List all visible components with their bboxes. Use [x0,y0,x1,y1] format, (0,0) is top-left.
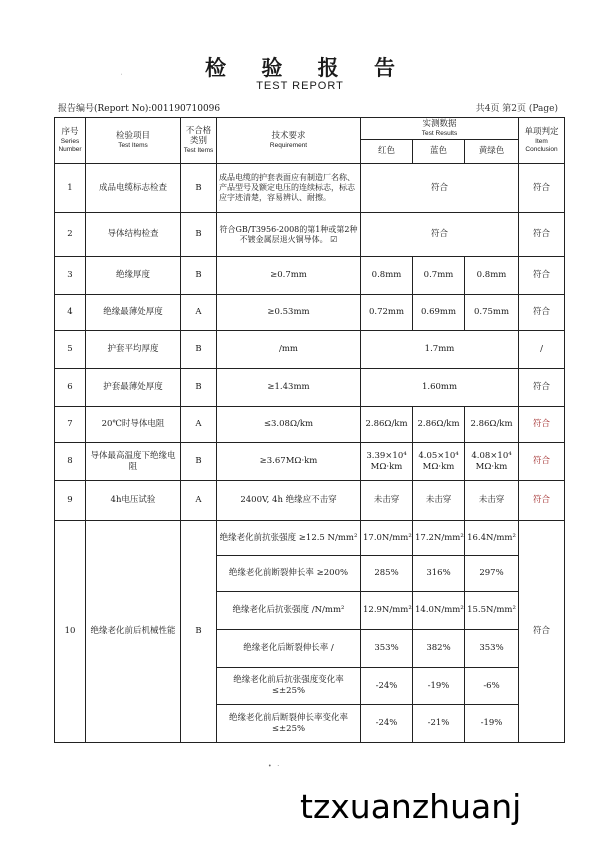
result-red: 353% [361,630,413,668]
category: A [181,407,217,443]
row-number: 3 [55,257,86,295]
table-row [55,407,565,443]
requirement: 成品电缆的护套表面应有制造厂名称、产品型号及额定电压的连续标志，标志应字迹清楚，容易辨认、耐擦。 [217,164,361,213]
row-number: 5 [55,331,86,369]
table-row [55,295,565,331]
scan-mark: • · [268,763,280,770]
result: 符合 [361,213,519,257]
report-number: 报告编号(Report No):001190710096 [58,104,221,114]
table-row [55,257,565,295]
table-row [55,213,565,257]
result: 符合 [361,164,519,213]
result-yellowgreen: 0.75mm [465,295,519,331]
category: B [181,213,217,257]
result-yellowgreen: 297% [465,556,519,592]
result-red: -24% [361,705,413,743]
requirement: 绝缘老化后断裂伸长率 / [217,630,361,668]
category: B [181,369,217,407]
col-yellowgreen-header: 黄绿色 [465,140,519,164]
result-blue: 316% [413,556,465,592]
test-results-table [54,117,565,743]
category: B [181,164,217,213]
result-blue: 0.7mm [413,257,465,295]
row-number: 8 [55,443,86,481]
result-blue: 4.05×10⁴ MΩ·km [413,443,465,481]
result: 1.60mm [361,369,519,407]
col-results-header: 实测数据 Test Results [361,118,519,140]
result: 1.7mm [361,331,519,369]
col-conclusion-header: 单项判定 Item Conclusion [519,118,565,164]
category: B [181,331,217,369]
conclusion: / [519,331,565,369]
category: A [181,481,217,521]
row-number: 7 [55,407,86,443]
requirement: ≥1.43mm [217,369,361,407]
row-number: 4 [55,295,86,331]
result-yellowgreen: -6% [465,668,519,705]
conclusion: 符合 [519,481,565,521]
requirement: 符合GB/T3956-2008的第1种或第2种 不镀金属层退火铜导体。 ☑ [217,213,361,257]
result-red: 285% [361,556,413,592]
header-row [55,118,565,140]
table-row [55,369,565,407]
result-red: 0.8mm [361,257,413,295]
table-row [55,443,565,481]
result-red: 3.39×10⁴ MΩ·km [361,443,413,481]
table-row [55,481,565,521]
test-item: 绝缘最薄处厚度 [86,295,181,331]
row-number: 2 [55,213,86,257]
test-item: 导体最高温度下绝缘电阻 [86,443,181,481]
result-red: 17.0N/mm² [361,521,413,556]
conclusion: 符合 [519,213,565,257]
requirement: ≥3.67MΩ·km [217,443,361,481]
row-number: 9 [55,481,86,521]
result-yellowgreen: 4.08×10⁴ MΩ·km [465,443,519,481]
result-yellowgreen: 未击穿 [465,481,519,521]
conclusion: 符合 [519,443,565,481]
result-yellowgreen: -19% [465,705,519,743]
requirement: 绝缘老化前后断裂伸长率变化率 ≤±25% [217,705,361,743]
test-item: 20℃时导体电阻 [86,407,181,443]
test-item: 成品电缆标志检查 [86,164,181,213]
requirement: 绝缘老化前断裂伸长率 ≥200% [217,556,361,592]
result-red: 未击穿 [361,481,413,521]
report-title: 检 验 报 告 [205,55,409,80]
test-item: 护套最薄处厚度 [86,369,181,407]
result-red: 2.86Ω/km [361,407,413,443]
requirement: 绝缘老化前后抗张强度变化率 ≤±25% [217,668,361,705]
result-blue: -21% [413,705,465,743]
requirement: 绝缘老化后抗张强度 /N/mm² [217,592,361,630]
requirement: /mm [217,331,361,369]
result-blue: 0.69mm [413,295,465,331]
result-yellowgreen: 2.86Ω/km [465,407,519,443]
col-category-header: 不合格类别 Test Items [181,118,217,164]
table-row [55,331,565,369]
requirement: 绝缘老化前抗张强度 ≥12.5 N/mm² [217,521,361,556]
col-blue-header: 蓝色 [413,140,465,164]
test-item: 护套平均厚度 [86,331,181,369]
conclusion: 符合 [519,295,565,331]
result-blue: 382% [413,630,465,668]
requirement: ≥0.53mm [217,295,361,331]
requirement: ≤3.08Ω/km [217,407,361,443]
result-red: -24% [361,668,413,705]
table-row [55,164,565,213]
conclusion: 符合 [519,521,565,743]
conclusion: 符合 [519,164,565,213]
report-title-en: TEST REPORT [256,80,344,92]
row-number: 1 [55,164,86,213]
col-item-header: 检验项目 Test Items [86,118,181,164]
result-yellowgreen: 16.4N/mm² [465,521,519,556]
test-item: 4h电压试验 [86,481,181,521]
conclusion: 符合 [519,407,565,443]
category: B [181,521,217,743]
category: B [181,443,217,481]
result-blue: 2.86Ω/km [413,407,465,443]
result-red: 0.72mm [361,295,413,331]
row-number: 6 [55,369,86,407]
result-blue: 未击穿 [413,481,465,521]
requirement: ≥0.7mm [217,257,361,295]
result-red: 12.9N/mm² [361,592,413,630]
col-red-header: 红色 [361,140,413,164]
table-row [55,521,565,556]
result-yellowgreen: 15.5N/mm² [465,592,519,630]
requirement: 2400V, 4h 绝缘应不击穿 [217,481,361,521]
scan-mark: ˙ [120,74,123,81]
result-blue: -19% [413,668,465,705]
test-item: 导体结构检查 [86,213,181,257]
result-yellowgreen: 353% [465,630,519,668]
conclusion: 符合 [519,257,565,295]
row-number: 10 [55,521,86,743]
result-yellowgreen: 0.8mm [465,257,519,295]
result-blue: 17.2N/mm² [413,521,465,556]
result-blue: 14.0N/mm² [413,592,465,630]
test-item: 绝缘老化前后机械性能 [86,521,181,743]
category: B [181,257,217,295]
test-item: 绝缘厚度 [86,257,181,295]
watermark-text: tzxuanzhuanj [300,787,522,826]
category: A [181,295,217,331]
conclusion: 符合 [519,369,565,407]
page-info: 共4页 第2页 (Page) [475,104,558,114]
col-requirement-header: 技术要求 Requirement [217,118,361,164]
col-seq-header: 序号 Series Number [55,118,86,164]
